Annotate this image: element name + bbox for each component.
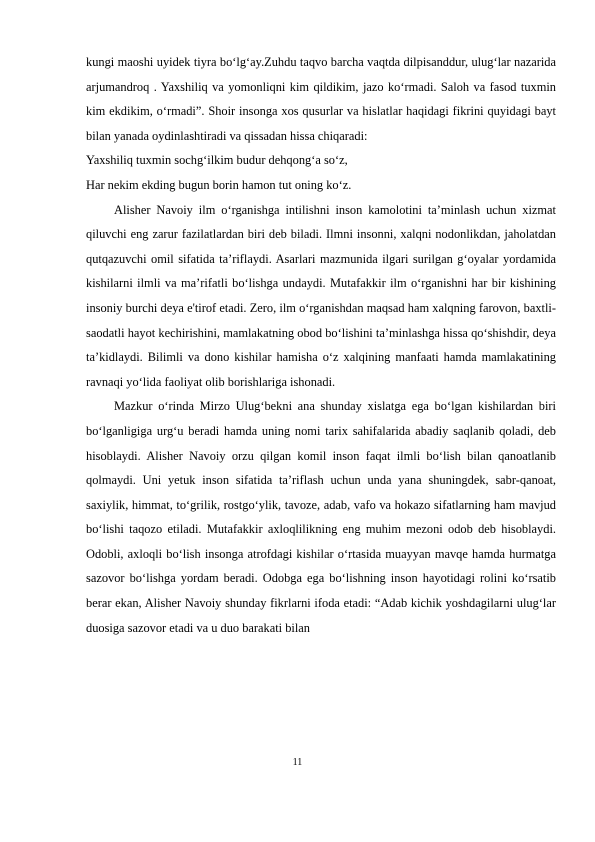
paragraph-3: Mazkur o‘rinda Mirzo Ulug‘bekni ana shunday xislatga ega bo‘lgan kishilardan biri bo‘lganligiga urg‘u beradi hamda uning nomi tarix sahifalarida abadiy saqlanib qoladi, deb hisoblaydi. Alisher Navoiy orzu qilgan komil inson faqat ilmli bo‘lish bilan qanoatlanib qolmaydi. Uni yetuk inson sifatida ta’riflash uchun unda yana shuningdek, sabr-qanoat, saxiylik, himmat, to‘grilik, rostgo‘ylik, tavoze, adab, vafo va hokazo sifatlarning ham mavjud bo‘lishi taqozo etiladi. Mutafakkir axloqlilikning eng muhim mezoni odob deb hisoblaydi. Odobli, axloqli bo‘lish insonga atrofdagi kishilar o‘rtasida muayyan mavqe hamda hurmatga sazovor bo‘lishga yordam beradi. Odobga ega bo‘lishning inson hayotidagi rolini ko‘rsatib berar ekan, Alisher Navoiy shunday fikrlarni ifoda etadi: “Adab kichik yoshdagilarni ulug‘lar duosiga sazovor etadi va u duo barakati bilan: [86, 399, 556, 635]
verse-line-2: Har nekim ekding bugun borin hamon tut oning ko‘z.: [86, 177, 352, 192]
paragraph-1: kungi maoshi uyidek tiyra bo‘lg‘ay.Zuhdu taqvo barcha vaqtda dilpisanddur, ulug‘lar nazarida arjumandroq . Yaxshiliq va yomonliqni kim qildikim, jazo ko‘rmadi. Saloh va fasod tuxmin kim ekdikim, o‘rmadi”. Shoir insonga xos qusurlar va hislatlar haqidagi fikrini quyidagi bayt bilan yanada oydinlashtiradi va qissadan hissa chiqaradi:: [86, 55, 556, 143]
paragraph-2: Alisher Navoiy ilm o‘rganishga intilishni inson kamolotini ta’minlash uchun xizmat qiluvchi eng zarur fazilatlardan biri deb biladi. Ilmni insonni, xalqni nodonlikdan, jaholatdan qutqazuvchi omil sifatida ta’riflaydi. Asarlari mazmunida ilgari surilgan g‘oyalar yordamida kishilarni ilmli va ma’rifatli bo‘lishga undaydi. Mutafakkir ilm o‘rganishni har bir kishining insoniy burchi deya e'tirof etadi. Zero, ilm o‘rganishdan maqsad ham xalqning farovon, baxtli-saodatli hayot kechirishini, mamlakatning obod bo‘lishini ta’minlashga hissa qo‘shishdir, deya ta’kidlaydi. Bilimli va dono kishilar hamisha o‘z xalqining manfaati hamda mamlakatining ravnaqi yo‘lida faoliyat olib borishlariga ishonadi.: [86, 202, 556, 389]
body-text: [86, 50, 556, 640]
verse-line-1: Yaxshiliq tuxmin sochg‘ilkim budur dehqong‘a so‘z,: [86, 153, 348, 168]
page-number: 11: [292, 757, 303, 768]
